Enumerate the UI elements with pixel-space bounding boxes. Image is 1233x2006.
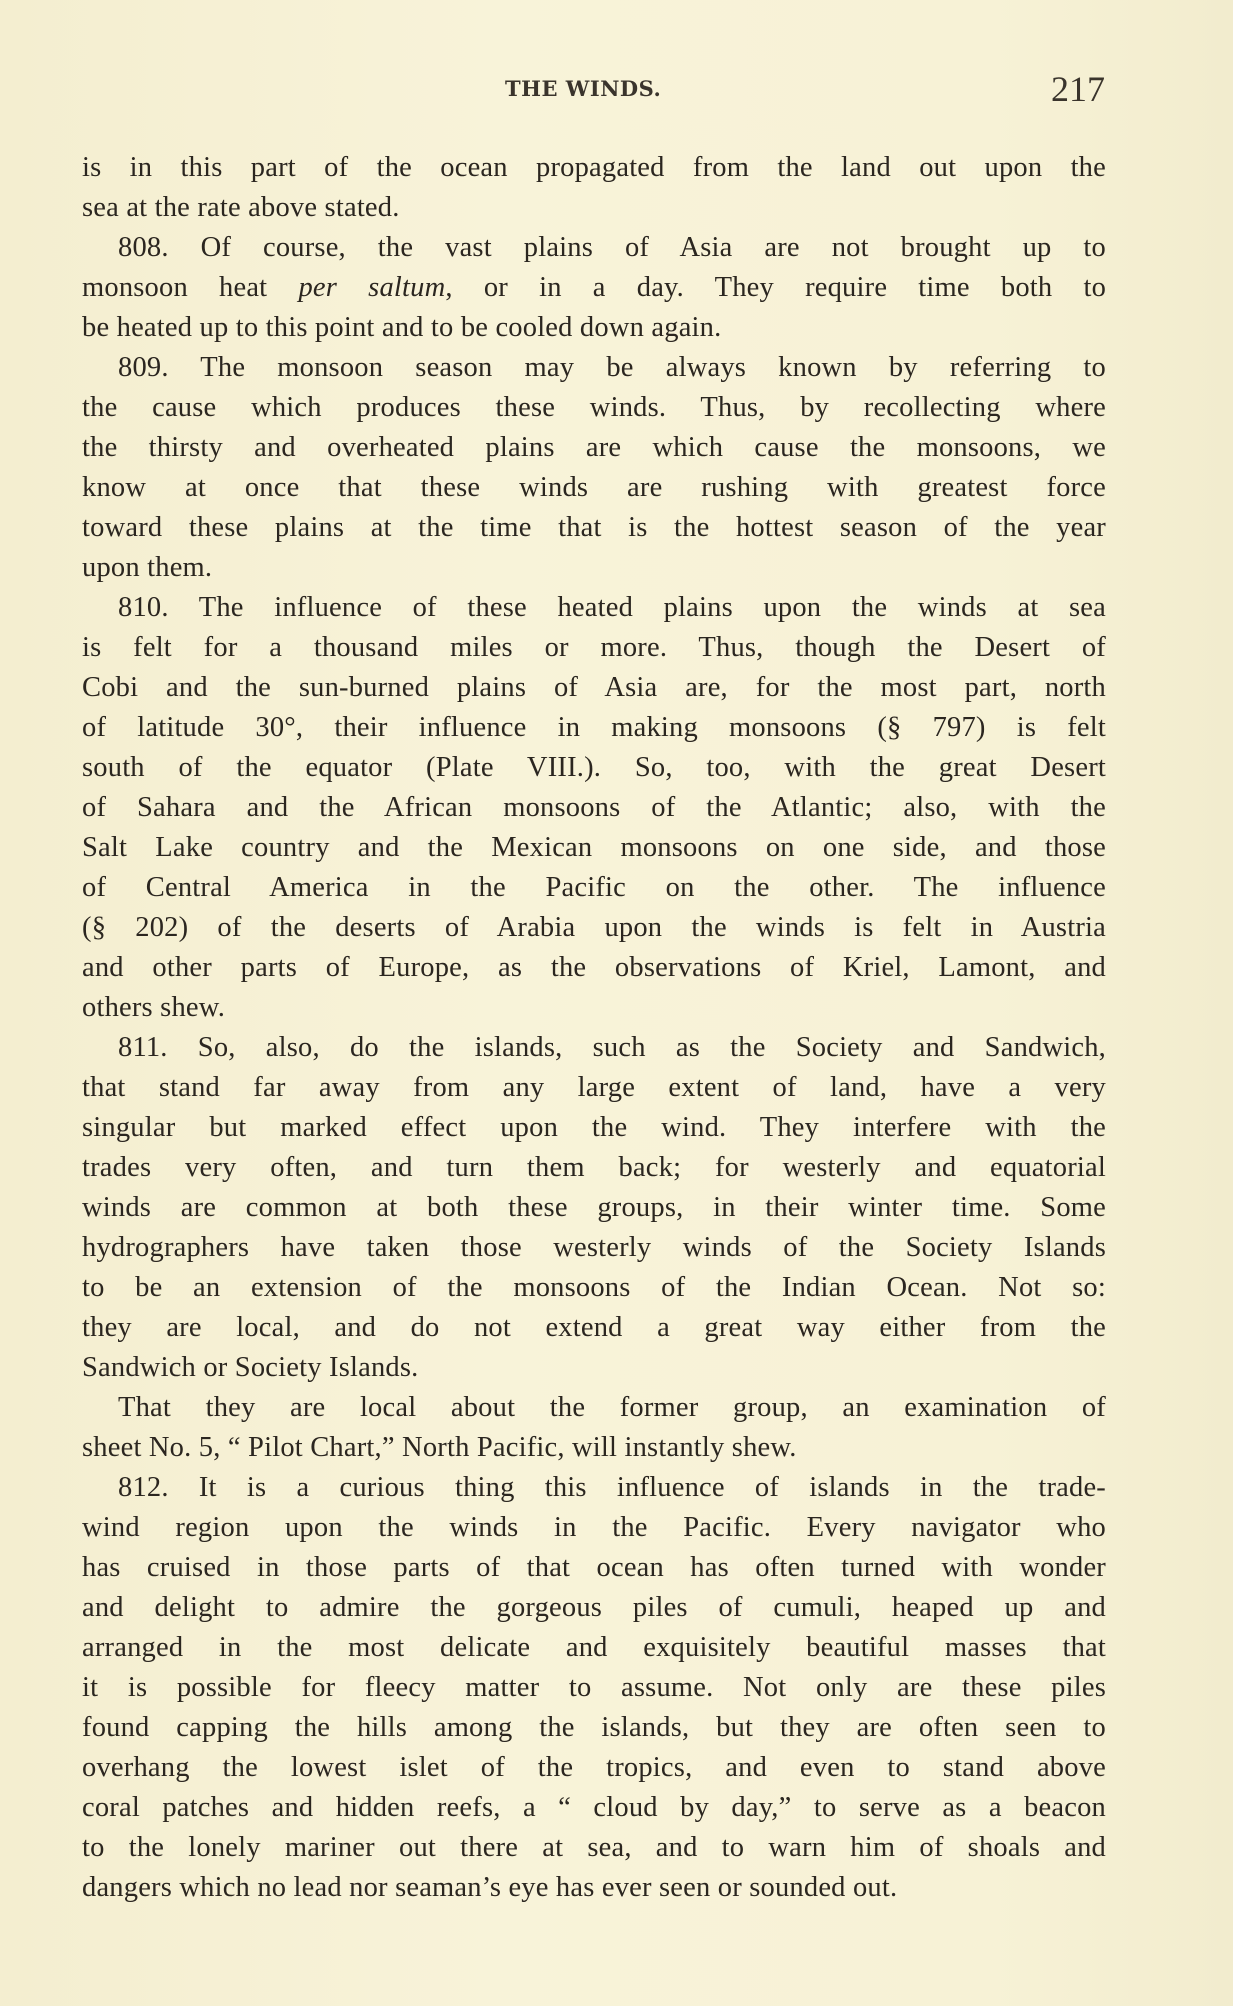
text-line: of Sahara and the African monsoons of the Atlantic; also, with the — [82, 792, 1106, 823]
text-line: upon them. — [82, 552, 213, 583]
text-line: 811. So, also, do the islands, such as the Society and Sandwich, — [118, 1032, 1106, 1063]
running-head: THE WINDS. — [505, 76, 662, 101]
page-header — [80, 68, 1105, 108]
text-line: of Central America in the Pacific on the other. The influence — [82, 872, 1106, 903]
paragraph-811 — [82, 1028, 1106, 1388]
text-line: others shew. — [82, 992, 226, 1023]
text-line: (§ 202) of the deserts of Arabia upon the winds is felt in Austria — [82, 912, 1106, 943]
text-line: dangers which no lead nor seaman’s eye has ever seen or sounded out. — [82, 1872, 898, 1903]
text-line: coral patches and hidden reefs, a “ cloud by day,” to serve as a beacon — [82, 1792, 1106, 1823]
text-line: to be an extension of the monsoons of the Indian Ocean. Not so: — [82, 1272, 1106, 1303]
text-line: that stand far away from any large extent of land, have a very — [82, 1072, 1106, 1103]
italic-text: per saltum — [298, 272, 446, 303]
text-line: toward these plains at the time that is the hottest season of the year — [82, 512, 1106, 543]
text-line: Cobi and the sun-burned plains of Asia are, for the most part, north — [82, 672, 1106, 703]
text-line: monsoon heat per saltum, or in a day. They require time both to — [82, 272, 1107, 303]
text-line: it is possible for fleecy matter to assume. Not only are these piles — [82, 1672, 1106, 1703]
text-line: and delight to admire the gorgeous piles of cumuli, heaped up and — [82, 1592, 1106, 1623]
text-line: Sandwich or Society Islands. — [82, 1352, 419, 1383]
text-line: overhang the lowest islet of the tropics, and even to stand above — [82, 1752, 1106, 1783]
text-line: Salt Lake country and the Mexican monsoons on one side, and those — [82, 832, 1106, 863]
text-line: is in this part of the ocean propagated from the land out upon the — [82, 152, 1106, 183]
text-line: found capping the hills among the islands, but they are often seen to — [82, 1712, 1106, 1743]
text-line: the thirsty and overheated plains are which cause the monsoons, we — [82, 432, 1106, 463]
text-line: wind region upon the winds in the Pacific. Every navigator who — [82, 1512, 1106, 1543]
page-number: 217 — [1051, 69, 1105, 109]
text-line: trades very often, and turn them back; for westerly and equatorial — [82, 1152, 1106, 1183]
paragraph-809 — [82, 348, 1106, 588]
text-line: 808. Of course, the vast plains of Asia are not brought up to — [118, 232, 1106, 263]
text-line: 812. It is a curious thing this influence of islands in the trade- — [118, 1472, 1106, 1503]
paragraph-812 — [82, 1468, 1106, 1908]
text-line: hydrographers have taken those westerly winds of the Society Islands — [82, 1232, 1106, 1263]
text-line: 810. The influence of these heated plains upon the winds at sea — [118, 592, 1106, 623]
paragraph-cont — [82, 148, 1106, 228]
text-line: has cruised in those parts of that ocean has often turned with wonder — [82, 1552, 1106, 1583]
text-line: they are local, and do not extend a great way either from the — [82, 1312, 1106, 1343]
text-line: winds are common at both these groups, in their winter time. Some — [82, 1192, 1106, 1223]
text-line: sea at the rate above stated. — [82, 192, 400, 223]
text-line: to the lonely mariner out there at sea, and to warn him of shoals and — [82, 1832, 1106, 1863]
text-line: be heated up to this point and to be cooled down again. — [82, 312, 722, 343]
text-line: 809. The monsoon season may be always known by referring to — [118, 352, 1106, 383]
text-line: is felt for a thousand miles or more. Thus, though the Desert of — [82, 632, 1106, 663]
text-line: singular but marked effect upon the wind. They interfere with the — [82, 1112, 1106, 1143]
paragraph-811b — [82, 1388, 1106, 1468]
text-line: know at once that these winds are rushing with greatest force — [82, 472, 1106, 503]
text-line: the cause which produces these winds. Thus, by recollecting where — [82, 392, 1106, 423]
paragraph-810 — [82, 588, 1106, 1028]
text-line: arranged in the most delicate and exquisitely beautiful masses that — [82, 1632, 1106, 1663]
text-line: That they are local about the former group, an examination of — [118, 1392, 1106, 1423]
body-text — [82, 148, 1106, 1908]
text-line: sheet No. 5, “ Pilot Chart,” North Pacific, will instantly shew. — [82, 1432, 797, 1463]
paragraph-808 — [82, 228, 1106, 348]
text-line: and other parts of Europe, as the observations of Kriel, Lamont, and — [82, 952, 1106, 983]
text-line: of latitude 30°, their influence in making monsoons (§ 797) is felt — [82, 712, 1106, 743]
text-line: south of the equator (Plate VIII.). So, too, with the great Desert — [82, 752, 1106, 783]
